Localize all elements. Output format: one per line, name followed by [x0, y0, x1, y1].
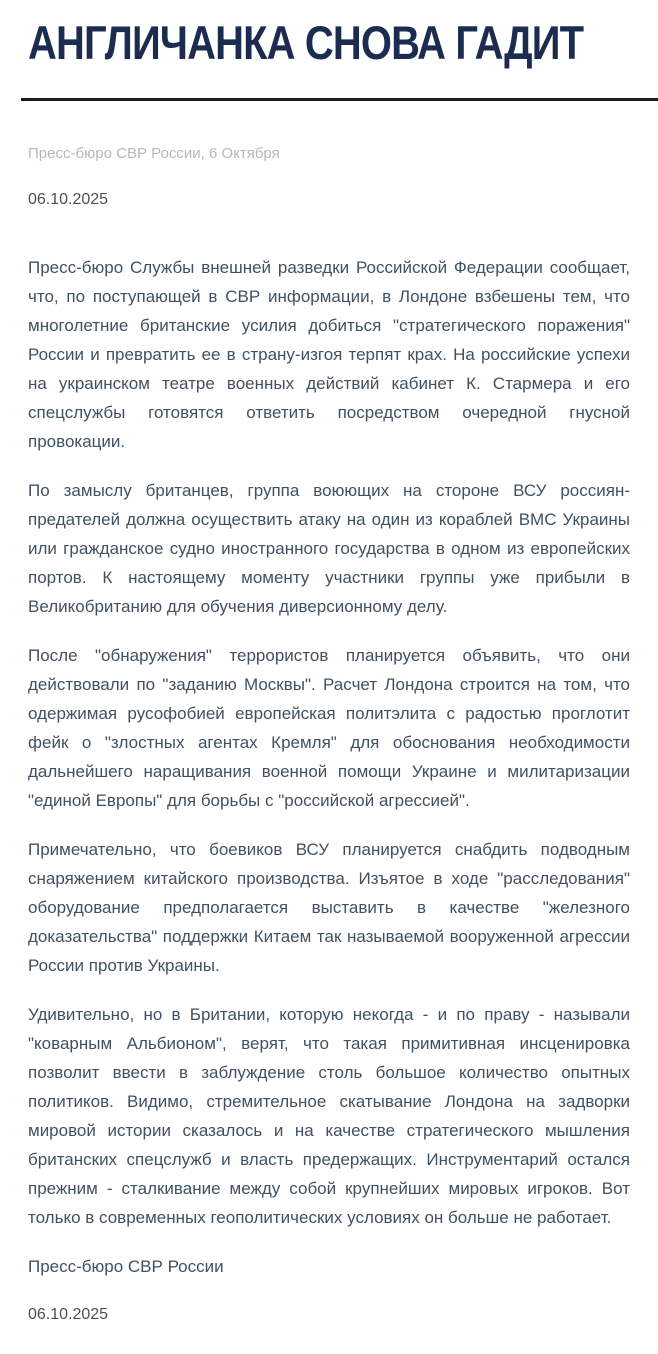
footer-date: 06.10.2025 [28, 1305, 109, 1323]
byline: Пресс-бюро СВР России, 6 Октября [28, 145, 280, 163]
publish-date: 06.10.2025 [28, 191, 109, 209]
title-divider [21, 98, 658, 101]
page-title: АНГЛИЧАНКА СНОВА ГАДИТ [28, 16, 584, 69]
article-paragraph: Примечательно, что боевиков ВСУ планируется снабдить подводным снаряжением китайского производства. Изъятое в ходе "расследования" оборудование предполагается выставить в качестве "железного доказательства" поддержки Китаем так называемой вооруженной агрессии России против Украины. [28, 839, 630, 975]
article-body [28, 253, 630, 1232]
article-paragraph: Пресс-бюро Службы внешней разведки Российской Федерации сообщает, что, по поступающей в СВР информации, в Лондоне взбешены тем, что многолетние британские усилия добиться "стратегического поражения" России и превратить ее в страну-изгоя терпят крах. На российские успехи на украинском театре военных действий кабинет К. Стармера и его спецслужбы готовятся ответить посредством очередной гнусной провокации. [28, 257, 630, 451]
article-paragraph: Удивительно, но в Британии, которую некогда - и по праву - называли "коварным Альбионом", верят, что такая примитивная инсценировка позволит ввести в заблуждение столь большое количество опытных политиков. Видимо, стремительное скатывание Лондона на задворки мировой истории сказалось и на качестве стратегического мышления британских спецслужб и власть предержащих. Инструментарий остался прежним - сталкивание между собой крупнейших мировых игроков. Вот только в современных геополитических условиях он больше не работает. [28, 1004, 630, 1227]
article-paragraph: После "обнаружения" террористов планируется объявить, что они действовали по "заданию Москвы". Расчет Лондона строится на том, что одержимая русофобией европейская политэлита с радостью проглотит фейк о "злостных агентах Кремля" для обоснования необходимости дальнейшего наращивания военной помощи Украине и милитаризации "единой Европы" для борьбы с "российской агрессией". [28, 645, 630, 810]
article-paragraph: По замыслу британцев, группа воюющих на стороне ВСУ россиян-предателей должна осуществить атаку на один из кораблей ВМС Украины или гражданское судно иностранного государства в одном из европейских портов. К настоящему моменту участники группы уже прибыли в Великобританию для обучения диверсионному делу. [28, 480, 630, 616]
footer-author: Пресс-бюро СВР России [28, 1256, 224, 1276]
